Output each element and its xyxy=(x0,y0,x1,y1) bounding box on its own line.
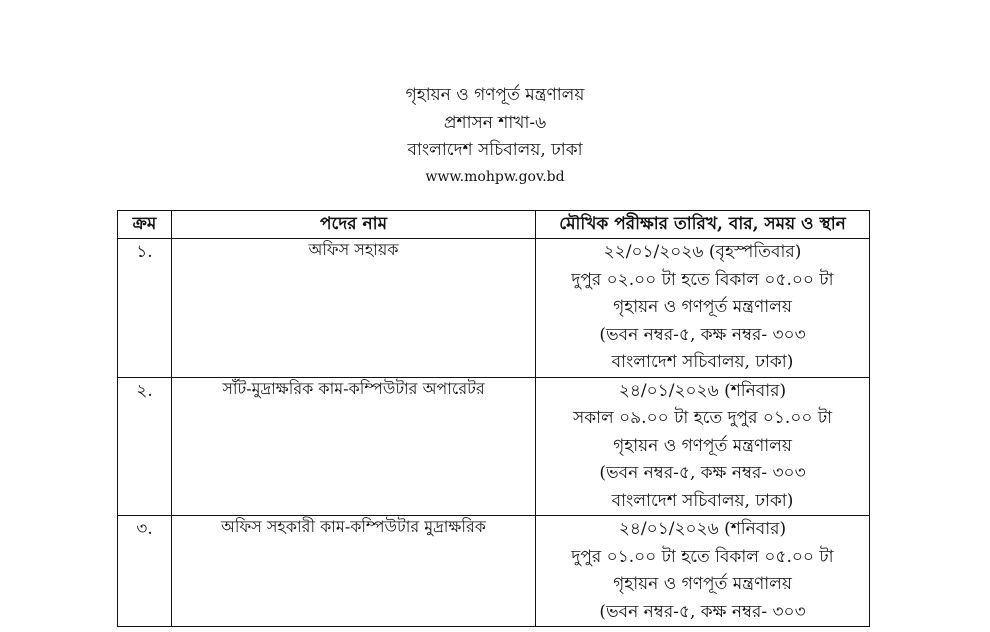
office-location: বাংলাদেশ সচিবালয়, ঢাকা xyxy=(407,140,583,160)
venue-address: বাংলাদেশ সচিবালয়, ঢাকা) xyxy=(611,490,794,511)
column-header-post: পদের নাম xyxy=(172,211,536,239)
section-name: প্রশাসন শাখা-৬ xyxy=(443,113,547,133)
interview-date: ২২/০১/২০২৬ (বৃহস্পতিবার) xyxy=(603,242,802,262)
row-post-name: সাঁট-মুদ্রাক্ষরিক কাম-কম্পিউটার অপারেটর xyxy=(172,377,536,516)
row-serial: ১. xyxy=(118,239,172,378)
row-serial: ২. xyxy=(118,377,172,516)
interview-time: সকাল ০৯.০০ টা হতে দুপুর ০১.০০ টা xyxy=(572,408,833,428)
row-schedule xyxy=(536,377,870,516)
table-row xyxy=(118,516,870,627)
row-serial: ৩. xyxy=(118,516,172,627)
row-schedule xyxy=(536,516,870,627)
venue-room: (ভবন নম্বর-৫, কক্ষ নম্বর- ৩০৩ xyxy=(599,324,806,345)
table-header-row xyxy=(118,211,870,239)
row-schedule xyxy=(536,239,870,378)
ministry-name: গৃহায়ন ও গণপূর্ত মন্ত্রণালয় xyxy=(405,85,585,105)
venue-address: বাংলাদেশ সচিবালয়, ঢাকা) xyxy=(611,352,794,372)
venue-ministry: গৃহায়ন ও গণপূর্ত মন্ত্রণালয় xyxy=(613,574,792,594)
venue-ministry: গৃহায়ন ও গণপূর্ত মন্ত্রণালয় xyxy=(613,297,792,317)
venue-ministry: গৃহায়ন ও গণপূর্ত মন্ত্রণালয় xyxy=(613,435,792,456)
row-post-name: অফিস সহকারী কাম-কম্পিউটার মুদ্রাক্ষরিক xyxy=(172,516,536,627)
interview-date: ২৪/০১/২০২৬ (শনিবার) xyxy=(618,519,787,539)
table-row xyxy=(118,239,870,378)
venue-room: (ভবন নম্বর-৫, কক্ষ নম্বর- ৩০৩ xyxy=(599,463,806,483)
table-row xyxy=(118,377,870,516)
venue-room: (ভবন নম্বর-৫, কক্ষ নম্বর- ৩০৩ xyxy=(599,601,806,622)
column-header-schedule: মৌখিক পরীক্ষার তারিখ, বার, সময় ও স্থান xyxy=(536,211,870,239)
column-header-serial: ক্রম xyxy=(118,211,172,239)
interview-schedule-table xyxy=(117,210,870,627)
website-url: www.mohpw.gov.bd xyxy=(425,169,565,185)
row-post-name: অফিস সহায়ক xyxy=(172,239,536,378)
interview-time: দুপুর ০২.০০ টা হতে বিকাল ০৫.০০ টা xyxy=(571,269,834,290)
interview-date: ২৪/০১/২০২৬ (শনিবার) xyxy=(618,380,787,401)
interview-time: দুপুর ০১.০০ টা হতে বিকাল ০৫.০০ টা xyxy=(571,546,834,567)
